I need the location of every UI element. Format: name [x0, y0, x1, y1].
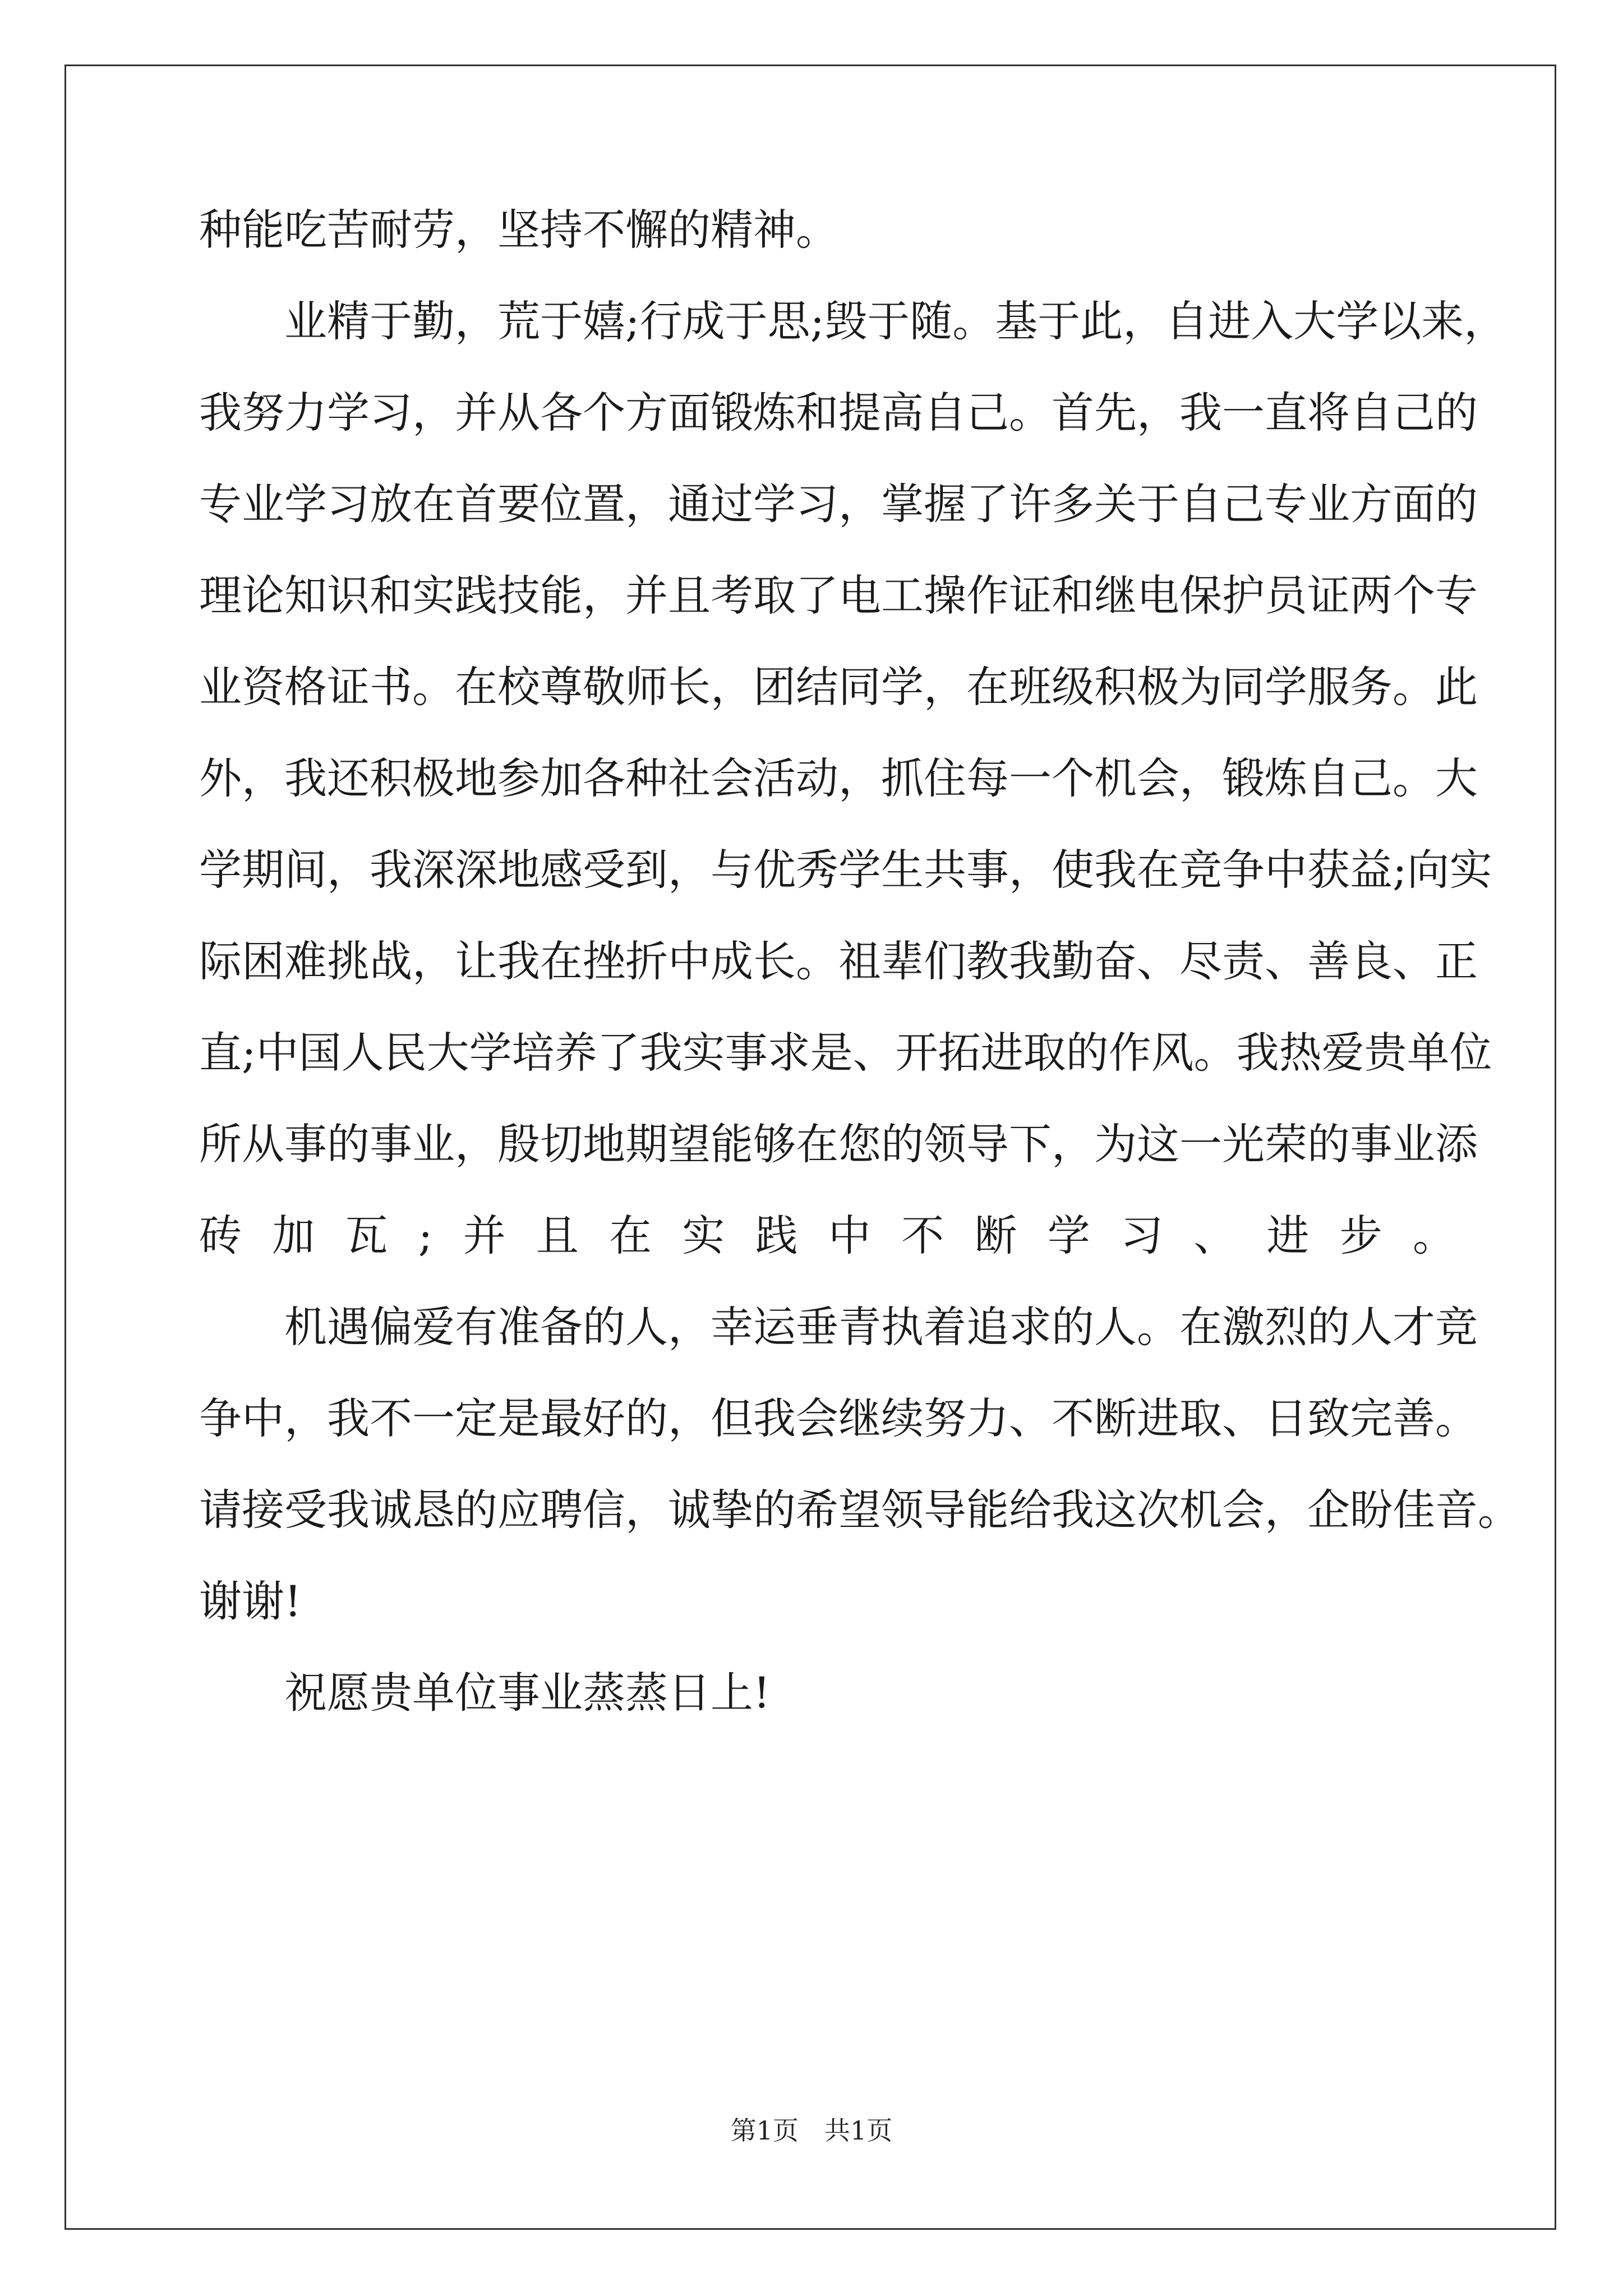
text-line: 祝愿贵单位事业蒸蒸日上!	[284, 1668, 771, 1718]
text-line: 争中，我不一定是最好的，但我会继续努力、不断进取、日致完善。	[199, 1393, 1478, 1443]
text-line: 业资格证书。在校尊敬师长，团结同学，在班级积极为同学服务。此	[199, 662, 1478, 712]
text-line: 直;中国人民大学培养了我实事求是、开拓进取的作风。我热爱贵单位	[199, 1028, 1492, 1078]
text-line: 理论知识和实践技能，并且考取了电工操作证和继电保护员证两个专	[199, 570, 1478, 620]
text-line: 外，我还积极地参加各种社会活动，抓住每一个机会，锻炼自己。大	[199, 753, 1478, 803]
text-line: 专业学习放在首要位置，通过学习，掌握了许多关于自己专业方面的	[199, 479, 1478, 529]
text-line: 谢谢!	[199, 1576, 302, 1626]
text-line: 机遇偏爱有准备的人，幸运垂青执着追求的人。在激烈的人才竞	[284, 1302, 1478, 1352]
text-line: 业精于勤，荒于嬉;行成于思;毁于随。基于此，自进入大学以来，	[284, 296, 1507, 346]
text-line: 所从事的事业，殷切地期望能够在您的领导下，为这一光荣的事业添	[199, 1119, 1478, 1169]
page-number-footer: 第1页 共1页	[730, 2115, 893, 2146]
text-line: 我努力学习，并从各个方面锻炼和提高自己。首先，我一直将自己的	[199, 388, 1478, 438]
text-line: 学期间，我深深地感受到，与优秀学生共事，使我在竞争中获益;向实	[199, 845, 1492, 895]
text-line: 种能吃苦耐劳，坚持不懈的精神。	[199, 205, 838, 255]
text-line: 请接受我诚恳的应聘信，诚挚的希望领导能给我这次机会，企盼佳音。	[199, 1485, 1520, 1535]
text-line: 砖加瓦;并且在实践中不断学习、进步。	[199, 1211, 1455, 1260]
text-line: 际困难挑战，让我在挫折中成长。祖辈们教我勤奋、尽责、善良、正	[199, 936, 1478, 986]
